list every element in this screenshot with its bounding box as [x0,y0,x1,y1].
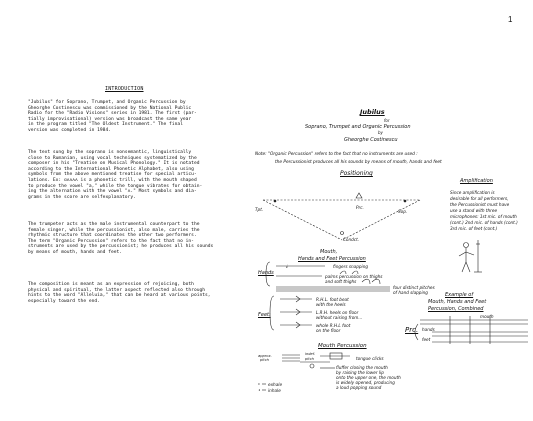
example-label-hands: hands [422,327,435,332]
conductor-dot-icon [341,232,344,235]
pitch-label: pitch [260,358,269,362]
exhale-label: exhale [268,382,283,387]
mouth-item: onto the upper one, the mouth [336,375,401,380]
hands-item: and soft thighs [325,279,357,284]
inhale-label: inhale [268,388,281,393]
triangle-icon [356,193,362,198]
amp-line: the Percussionist must have [450,202,510,207]
note-line: the Percussionist produces all his sounds by means of mouth, hands and feet [275,160,442,165]
hands-staves [266,262,390,291]
hand-icon [340,271,358,274]
intro-paragraph: The text sung by the soprano is nonsemantic, linguistically close to Rumanian, using vocal techniques systematized by the composer in his "Treatise on Musical Phonology." It is notated according to the International Phonetic Alphabet, also using symbols from the above mentioned treatise for special articu- lations. Ex: ɑʌʌʌʌ is a phonetic trill, with the mouth shaped to produce the vowel "a," while the tongue vibrates for obtain- ing the alternation with the vowel "ʌ." Most symbols and dia- grams in the score are selfexplanatory. [28,150,203,200]
feet-item: without raising from... [316,315,363,320]
pos-label-percussion: Prc. [356,205,364,210]
hand-icon [362,279,380,284]
amp-line: desirable for all performers, [450,196,509,201]
mouth-staff [258,353,350,392]
mouth-item: fluffer closing the mouth [336,365,388,370]
hands-item: palms percussion on thighs [325,274,383,279]
svg-text:▸: ▸ [258,381,261,386]
feet-item: R.H.L. foot beat [316,297,349,302]
feet-label: Feet: [258,312,271,318]
mouth-item: by raising the lower lip [336,370,384,375]
mhf-heading: Mouth, [320,249,338,255]
indef-pitch-label: indef. [305,352,316,356]
amp-line: (cont.) 2nd mic. of hands (cont.) [450,220,518,225]
hands-label: Hands [258,270,274,276]
pos-label-trumpet: Tpt. [255,207,264,212]
example-label-mouth: mouth [480,314,494,319]
feet-item: whole R.H.L foot [316,323,351,328]
feet-item: L.R.H. heels on floor [316,310,359,315]
mouth-item: a loud popping sound [336,385,382,390]
amp-line: 3rd mic. of feet (cont.) [450,226,498,231]
mouth-icon [310,364,314,368]
title-for: for [384,118,390,123]
example-label-feet: feet [422,337,431,342]
note-line: Note: "Organic Percussion" refers to the fact that no instruments are used : [255,152,418,157]
hands-item: of hand slapping [393,290,428,295]
amp-line: use a stand with three [450,208,498,213]
pos-label-soprano: Sop. [398,209,408,214]
hands-item: four distinct pitches [393,285,435,290]
svg-text:𝅗𝅥: 𝅗𝅥 [286,264,288,270]
intro-paragraph: The trumpeter acts as the male instrumental counterpart to the female singer, while the percussionist, also male, carries the rhythmic structure that coordinates the other two performers. The term "Organic Percussion" refers to the fact that no in- struments are used by the percussionist; he produces all his sounds by means of mouth, hands and feet. [28,222,214,255]
mouth-item: tongue clicks [356,356,384,361]
composer-name: Gheorghe Costinescu [344,137,398,143]
feet-item: with the heels [316,302,346,307]
mouth-percussion-heading: Mouth Percussion [318,343,367,349]
example-heading: Mouth, Hands and Feet [428,299,487,305]
mhf-heading: Hands and Feet Percussion [298,256,366,262]
example-staves [415,316,528,344]
feet-staves [270,296,312,330]
approx-pitch-label: approx. [258,354,272,358]
title-by: by [378,130,383,135]
hands-item: fingers snapping [333,264,369,269]
indef-pitch-label: pitch [305,357,314,361]
positioning-heading: Positioning [340,170,373,177]
mouth-item: is widely opened, producing [336,380,395,385]
feet-item: on the floor [316,328,341,333]
intro-paragraph: "Jubilus" for Soprano, Trumpet, and Organic Percussion by Gheorghe Costinescu was commissioned by the National Public Radio for the "Radio Visions" series in 1981. The first (par- tially improvisational) version was broadcast the same year in the program titled "The Oldest Instrument." The final version was completed in 1984. [28,100,197,133]
svg-text:◂: ◂ [258,387,261,392]
intro-paragraph: The composition is meant as an expression of rejoicing, both physical and spiritual, the latter aspect reflected also through hints to the word "Alleluia," that can be heard at various points, especially toward the end. [28,282,211,304]
performer-figure-icon [459,240,482,272]
amp-line: microphones: 1st mic. of mouth [450,214,517,219]
instrumentation: Soprano, Trumpet and Organic Percussion [305,124,411,130]
example-label-prc: Prc. [405,326,419,334]
piece-title: Jubilus [360,108,385,116]
pos-label-conductor: Condct. [343,237,360,242]
amp-line: Since amplification is [450,190,495,195]
amplification-heading: Amplification [460,178,493,184]
introduction-heading: INTRODUCTION [105,86,144,92]
positioning-diagram [263,193,420,240]
page-number: 1 [508,15,513,24]
example-heading: Example of [445,292,474,298]
example-heading: Percussion, Combined [428,306,484,312]
